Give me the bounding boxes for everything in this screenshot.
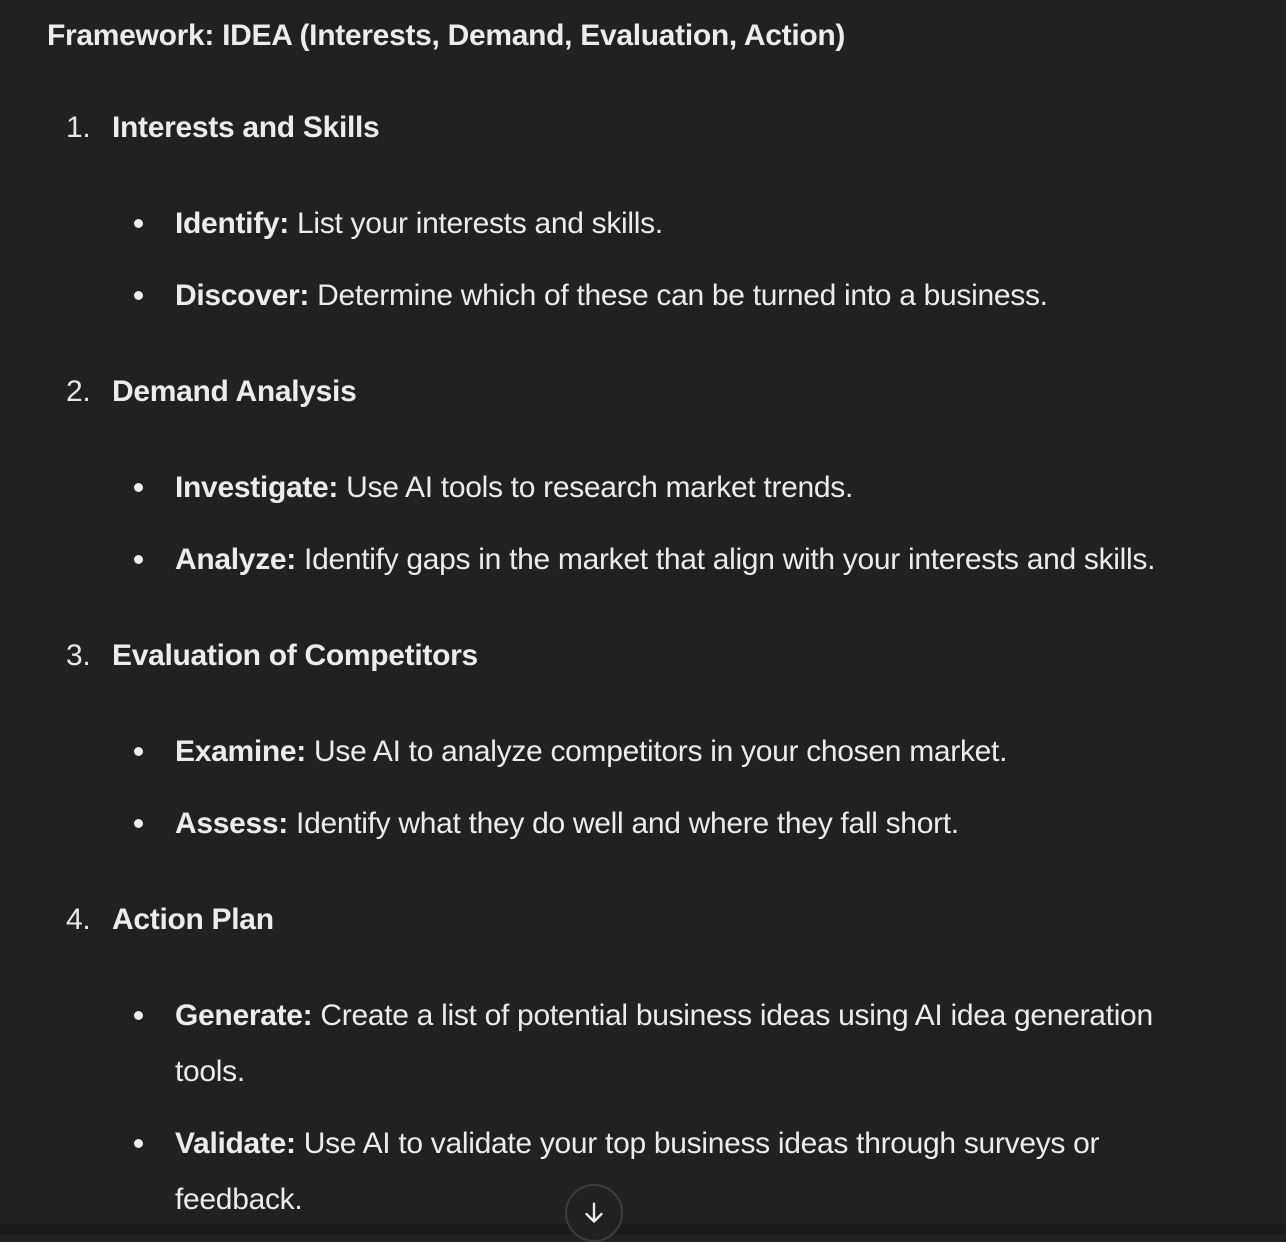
bullet-text: Identify what they do well and where they fall short.: [296, 807, 959, 840]
list-number: 1.: [66, 111, 91, 144]
bullet-marker-icon: [134, 483, 143, 492]
message-title: Framework: IDEA (Interests, Demand, Evaluation, Action): [47, 19, 846, 52]
arrow-down-icon: [580, 1199, 608, 1227]
bullet-marker-icon: [134, 747, 143, 756]
bullet-item: [112, 1116, 1286, 1228]
section-bullet-list: [112, 460, 1286, 588]
section-heading: Evaluation of Competitors: [112, 639, 478, 672]
bullet-label: Identify:: [175, 207, 289, 240]
section-heading: Interests and Skills: [112, 111, 380, 144]
bullet-text: Use AI tools to research market trends.: [346, 471, 854, 504]
framework-section: [47, 100, 1286, 324]
bullet-item: [112, 460, 1286, 516]
bullet-label: Examine:: [175, 735, 306, 768]
bullet-text: List your interests and skills.: [297, 207, 663, 240]
framework-section: [47, 364, 1286, 588]
bullet-marker-icon: [134, 219, 143, 228]
bullet-text: Use AI to validate your top business ideas through surveys or: [303, 1127, 1100, 1160]
bullet-marker-icon: [134, 1139, 143, 1148]
bullet-label: Validate:: [175, 1127, 296, 1160]
list-number: 3.: [66, 639, 91, 672]
framework-section: [47, 892, 1286, 1228]
bottom-divider-strip: [0, 1224, 1286, 1234]
section-heading: Action Plan: [112, 903, 274, 936]
section-bullet-list: [112, 196, 1286, 324]
bullet-item: [112, 724, 1286, 780]
scroll-to-bottom-button[interactable]: [565, 1184, 623, 1242]
bullet-marker-icon: [134, 291, 143, 300]
list-number: 4.: [66, 903, 91, 936]
bullet-label: Discover:: [175, 279, 310, 312]
bullet-label: Investigate:: [175, 471, 339, 504]
framework-section: [47, 628, 1286, 852]
bullet-text: Use AI to analyze competitors in your chosen market.: [314, 735, 1008, 768]
bullet-label: Generate:: [175, 999, 313, 1032]
bullet-item: [112, 268, 1286, 324]
bullet-label: Assess:: [175, 807, 288, 840]
bullet-marker-icon: [134, 1011, 143, 1020]
section-bullet-list: [112, 724, 1286, 852]
bullet-marker-icon: [134, 819, 143, 828]
bullet-text: Determine which of these can be turned into a business.: [317, 279, 1048, 312]
section-bullet-list: [112, 988, 1286, 1228]
section-heading: Demand Analysis: [112, 375, 357, 408]
bullet-text: Create a list of potential business ideas using AI idea generation: [320, 999, 1153, 1032]
bullet-item: [112, 988, 1286, 1100]
framework-numbered-list: [47, 100, 1286, 1228]
bullet-label: Analyze:: [175, 543, 296, 576]
bullet-item: [112, 532, 1286, 588]
bullet-item: [112, 196, 1286, 252]
bullet-item: [112, 796, 1286, 852]
bullet-text: Identify gaps in the market that align with your interests and skills.: [304, 543, 1156, 576]
bullet-marker-icon: [134, 555, 143, 564]
list-number: 2.: [66, 375, 91, 408]
bullet-text: tools.: [175, 1055, 245, 1088]
bullet-text: feedback.: [175, 1183, 303, 1216]
